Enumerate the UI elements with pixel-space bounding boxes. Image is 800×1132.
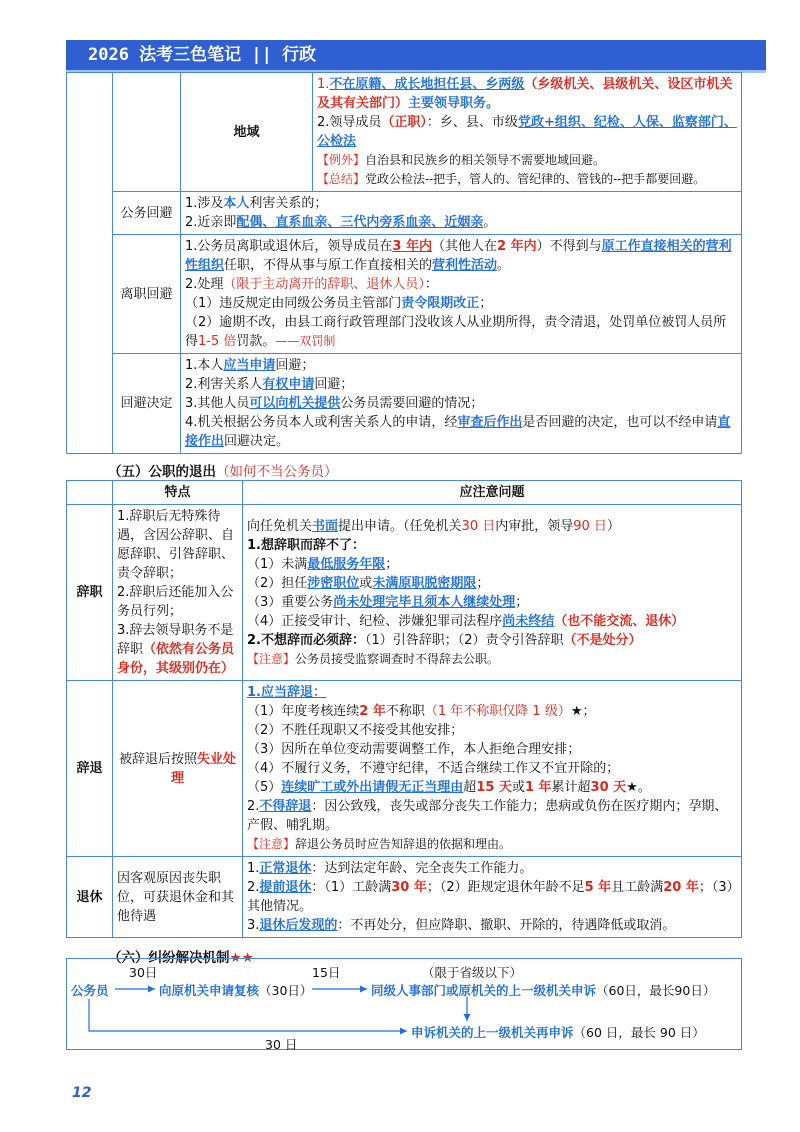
dismiss-notes: 1.应当辞退： （1）年度考核连续2 年不称职（1 年不称职仅降 1 级）★； （2）不胜任现职又不接受其他安排； （3）因所在单位变动需要调整工作，本人拒绝合理安排； （4）不履行义务，不遵守纪律，不适合继续工作又不宜开除的； （5）连续旷工或外出请假无正当理由超15 天或1 年累计超30 天★。 2.不得辞退：因公致残，丧失或部分丧失工作能力；患病或负伤在医疗期内；孕期、产假、哺乳期。 【注意】辞退公务员时应告知辞退的依据和理由。 [243,681,742,857]
dismiss-feature: 被辞退后按照失业处理 [113,681,243,857]
resign-notes: 向任免机关书面提出申请。（任免机关30 日内审批，领导90 日） 1.想辞职而辞不了： （1）未满最低服务年限； （2）担任涉密职位或未满原职脱密期限； （3）重要公务尚未处理完毕且须本人继续处理； （4）正接受审计、纪检、涉嫌犯罪司法程序尚未终结（也不能交流、退休） 2.不想辞而必须辞：（1）引咎辞职；（2）责令引咎辞职（不是处分） 【注意】公务员接受监察调查时不得辞去公职。 [243,505,742,681]
duty-label: 公务回避 [113,192,181,235]
exit-table [66,480,742,938]
region-content: 1.不在原籍、成长地担任县、乡两级（乡级机关、县级机关、设区市机关及其有关部门）主要领导职务。 2.领导成员（正职）：乡、县、市级党政+组织、纪检、人保、监察部门、公检法 【例外】自治县和民族乡的相关领导不需要地域回避。 【总结】党政公检法--把手，管人的、管纪律的、管钱的--把手都要回避。 [313,73,742,192]
section6-title: （六）纠纷解决机制★★ [108,950,254,966]
dispute-flow [66,958,742,1050]
dismiss-label: 辞退 [67,681,113,857]
leave-content: 1.公务员离职或退休后，领导成员在3 年内（其他人在2 年内）不得到与原工作直接相关的营利性组织任职，不得从事与原工作直接相关的营利性活动。 2.处理（限于主动离开的辞职、退休人员）： （1）违反规定由同级公务员主管部门责令限期改正； （2）逾期不改，由县工商行政管理部门没收该人从业期所得，责令清退，处罚单位被罚人员所得1-5 倍罚款。——双罚制 [181,235,742,354]
retire-feature: 因客观原因丧失职位，可获退休金和其他待遇 [113,857,243,938]
retire-notes: 1.正常退休：达到法定年龄、完全丧失工作能力。 2.提前退休：（1）工龄满30 年；（2）距规定退休年龄不足5 年且工龄满20 年；（3）其他情况。 3.退休后发现的：不再处分，但应降职、撤职、开除的，待遇降低或取消。 [243,857,742,938]
flow-time-2: 15日 [312,965,341,980]
retire-label: 退休 [67,857,113,938]
section5-title: （五）公职的退出（如何不当公务员） [108,464,338,480]
blank-cell [67,481,113,505]
flow-node-civil-servant: 公务员 [71,983,109,998]
blank-cell [113,73,181,192]
page-number: 12 [72,1085,92,1101]
resign-feature: 1.辞职后无特殊待遇，含因公辞职、自愿辞职、引咎辞职、责令辞职； 2.辞职后还能加入公务员行列； 3.辞去领导职务不是辞职（依然有公务员身份，其级别仍在） [113,505,243,681]
page-header: 2026 法考三色笔记 || 行政 [66,40,766,70]
flow-node-appeal: 同级人事部门或原机关的上一级机关申诉（60日，最长90日） [371,983,716,998]
avoidance-table [66,72,742,454]
flow-time-1: 30日 [129,965,158,980]
flow-node-review: 向原机关申请复核（30日） [159,983,313,998]
flow-time-3: 30 日 [265,1037,298,1052]
duty-content: 1.涉及本人利害关系的； 2.近亲即配偶、直系血亲、三代内旁系血亲、近姻亲。 [181,192,742,235]
decision-label: 回避决定 [113,354,181,454]
decision-content: 1.本人应当申请回避； 2.利害关系人有权申请回避； 3.其他人员可以向机关提供公务员需要回避的情况； 4.机关根据公务员本人或利害关系人的申请，经审查后作出是否回避的决定，也可以不经申请直接作出回避决定。 [181,354,742,454]
flow-node-reappeal: 申诉机关的上一级机关再申诉（60 日，最长 90 日） [411,1025,705,1040]
col-notes-header: 应注意问题 [243,481,742,505]
region-label: 地域 [181,73,313,192]
flow-scope-note: （限于省级以下） [422,965,523,980]
blank-cell [67,73,113,454]
resign-label: 辞职 [67,505,113,681]
col-feature-header: 特点 [113,481,243,505]
leave-label: 离职回避 [113,235,181,354]
